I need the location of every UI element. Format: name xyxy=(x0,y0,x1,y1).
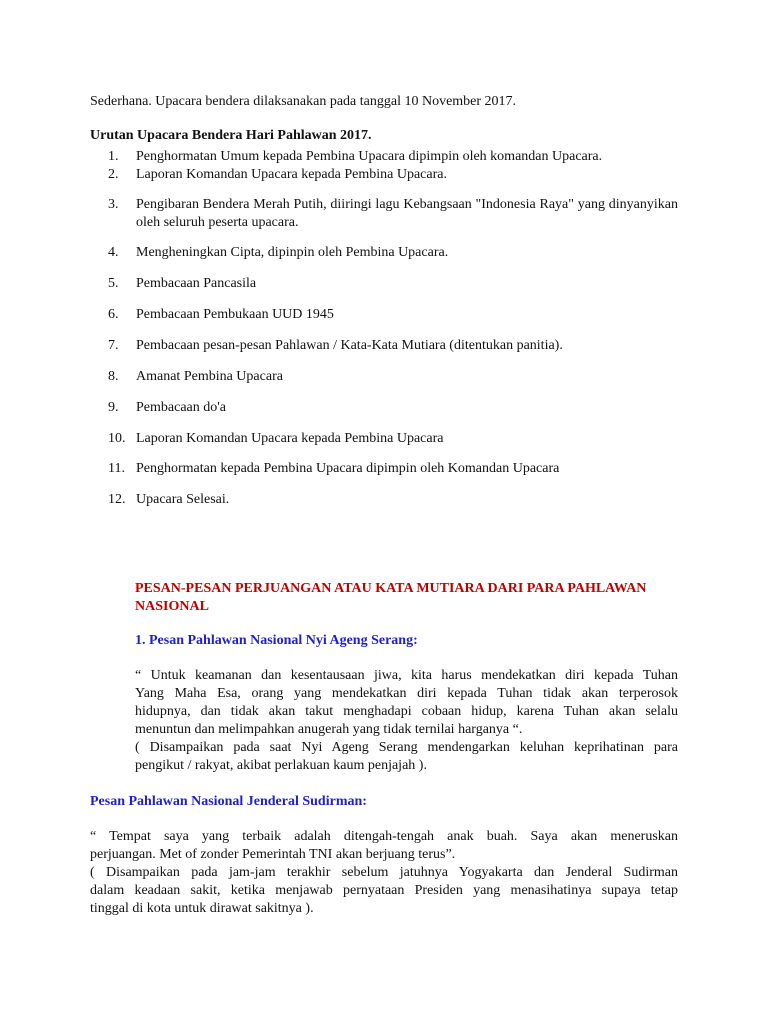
list-item-number: 12. xyxy=(108,492,126,507)
paragraph-line: “ Untuk keamanan dan kesentausaan jiwa, kita harus mendekatkan diri kepada Tuhan xyxy=(135,668,678,683)
list-item-number: 8. xyxy=(108,369,119,384)
section-heading: PESAN-PESAN PERJUANGAN ATAU KATA MUTIARA DARI PARA PAHLAWAN NASIONAL xyxy=(135,581,647,614)
message-1-heading: 1. Pesan Pahlawan Nasional Nyi Ageng Serang: xyxy=(135,633,418,648)
list-item xyxy=(108,166,678,184)
paragraph-line: dalam keadaan sakit, ketika menjawab pernyataan Presiden yang menasihatinya supaya tetap xyxy=(90,883,678,898)
list-item xyxy=(108,337,678,355)
list-item-text: Pembacaan pesan-pesan Pahlawan / Kata-Kata Mutiara (ditentukan panitia). xyxy=(136,338,563,353)
list-item-number: 10. xyxy=(108,431,126,446)
message-2-heading: Pesan Pahlawan Nasional Jenderal Sudirman: xyxy=(90,794,367,809)
intro-text: Sederhana. Upacara bendera dilaksanakan pada tanggal 10 November 2017. xyxy=(90,94,517,109)
list-item xyxy=(108,460,678,478)
list-item-number: 4. xyxy=(108,245,119,260)
list-item-number: 7. xyxy=(108,338,119,353)
list-item-text: Upacara Selesai. xyxy=(136,492,230,507)
paragraph-line: tinggal di kota untuk dirawat sakitnya ). xyxy=(90,901,314,916)
list-item-number: 1. xyxy=(108,149,119,164)
list-item-text: Laporan Komandan Upacara kepada Pembina Upacara. xyxy=(136,167,447,182)
list-item-text: Amanat Pembina Upacara xyxy=(136,369,283,384)
list-item-number: 3. xyxy=(108,197,119,212)
list-item-text: Penghormatan kepada Pembina Upacara dipimpin oleh Komandan Upacara xyxy=(136,461,560,476)
paragraph-line: ( Disampaikan pada jam-jam terakhir sebelum jatuhnya Yogyakarta dan Jenderal Sudirman xyxy=(90,865,678,880)
paragraph-line: ( Disampaikan pada saat Nyi Ageng Serang mendengarkan keluhan keprihatinan para xyxy=(135,740,678,755)
list-item xyxy=(108,430,678,448)
list-item-text: Mengheningkan Cipta, dipinpin oleh Pembina Upacara. xyxy=(136,245,449,260)
paragraph-line: menuntun dan melimpahkan anugerah yang tidak ternilai harganya “. xyxy=(135,722,523,737)
list-item xyxy=(108,399,678,417)
list-item-text: Laporan Komandan Upacara kepada Pembina Upacara xyxy=(136,431,444,446)
list-item xyxy=(108,491,678,509)
list-item xyxy=(108,196,678,232)
message-1-paragraph xyxy=(135,667,678,775)
list-item xyxy=(108,306,678,324)
list-item-number: 5. xyxy=(108,276,119,291)
list-item-number: 2. xyxy=(108,167,119,182)
list-item-number: 6. xyxy=(108,307,119,322)
list-title: Urutan Upacara Bendera Hari Pahlawan 2017. xyxy=(90,128,372,143)
paragraph-line: pengikut / rakyat, akibat perlakuan kaum penjajah ). xyxy=(135,758,427,773)
list-item-text: Penghormatan Umum kepada Pembina Upacara dipimpin oleh komandan Upacara. xyxy=(136,149,603,164)
paragraph-line: “ Tempat saya yang terbaik adalah ditengah-tengah anak buah. Saya akan meneruskan xyxy=(90,829,678,844)
list-item-number: 9. xyxy=(108,400,119,415)
message-2-paragraph xyxy=(90,828,678,918)
list-item-text: Pengibaran Bendera Merah Putih, diiringi lagu Kebangsaan "Indonesia Raya" yang dinyanyikan oleh seluruh peserta upacara. xyxy=(136,197,678,230)
list-item xyxy=(108,275,678,293)
list-item xyxy=(108,244,678,262)
list-item xyxy=(108,368,678,386)
list-item xyxy=(108,148,678,166)
paragraph-line: hidupnya, dan tidak akan takut menghadapi cobaan hidup, karena Tuhan akan selalu xyxy=(135,704,678,719)
list-item-number: 11. xyxy=(108,461,125,476)
paragraph-line: perjuangan. Met of zonder Pemerintah TNI akan berjuang terus”. xyxy=(90,847,456,862)
list-item-text: Pembacaan Pancasila xyxy=(136,276,257,291)
list-item-text: Pembacaan Pembukaan UUD 1945 xyxy=(136,307,334,322)
list-item-text: Pembacaan do'a xyxy=(136,400,226,415)
paragraph-line: Yang Maha Esa, orang yang mendekatkan diri kepada Tuhan tidak akan terperosok xyxy=(135,686,678,701)
